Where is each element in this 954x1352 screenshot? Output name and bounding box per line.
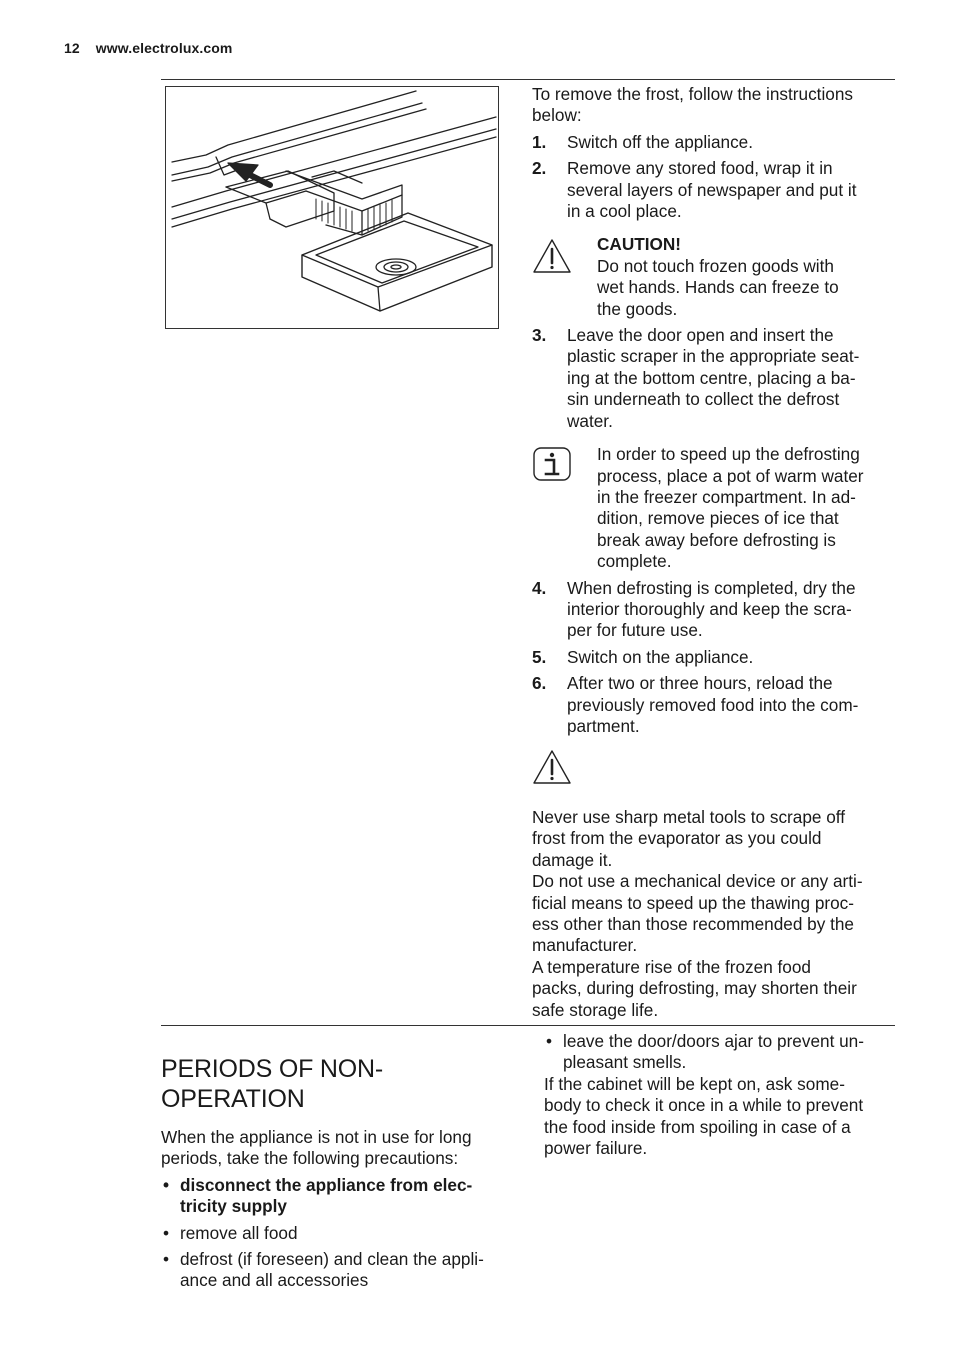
step-number: 2. [532, 158, 547, 179]
information-icon [532, 446, 572, 487]
page-header [64, 38, 232, 59]
non-operation-intro: When the appliance is not in use for long periods, take the following precautions: [161, 1127, 472, 1169]
non-operation-continued [544, 1031, 894, 1159]
defrost-intro: To remove the frost, follow the instructions below: [532, 84, 853, 126]
top-rule [161, 79, 895, 80]
website-url: www.electrolux.com [95, 40, 233, 56]
warning-triangle-icon [532, 749, 572, 790]
step-number: 6. [532, 673, 547, 694]
bullet-dot: • [163, 1222, 170, 1243]
scraper-illustration [165, 86, 499, 329]
step-6: 6. After two or three hours, reload the previously removed food into the com- partment. [532, 673, 859, 736]
defrost-instructions [532, 84, 888, 737]
closing-paragraph: If the cabinet will be kept on, ask some- body to check it once in a while to prevent the food inside from spoiling in case of a power failure. [544, 1073, 864, 1159]
list-item: • disconnect the appliance from elec- tricity supply [163, 1174, 473, 1217]
step-5: 5. Switch on the appliance. [532, 646, 754, 667]
step-number: 4. [532, 577, 547, 598]
section-title: PERIODS OF NON-OPERATION [161, 1055, 384, 1113]
step-4: 4. When defrosting is completed, dry the interior thoroughly and keep the scra- per for future use. [532, 577, 856, 641]
scraper-in-drip-tray-illustration [166, 87, 499, 329]
warning-triangle-icon [532, 238, 572, 279]
bullet-dot: • [163, 1174, 170, 1195]
caution-title: CAUTION! [597, 234, 682, 255]
section-rule [161, 1025, 895, 1026]
step-1: 1. Switch off the appliance. [532, 131, 753, 152]
bullet-dot: • [163, 1249, 170, 1270]
non-operation-section [161, 1054, 506, 1292]
warning-text: Never use sharp metal tools to scrape off frost from the evaporator as you could damage it. Do not use a mechanical device or any arti- ficial means to speed up the thawing proc- ess other than those recommended by the manufacturer. A temperature rise of the frozen food packs, during defrosting, may shorten their safe storage life. [532, 807, 863, 1020]
list-item: • defrost (if foreseen) and clean the appli- ance and all accessories [163, 1249, 484, 1291]
step-number: 1. [532, 131, 547, 152]
step-3: 3. Leave the door open and insert the plastic scraper in the appropriate seat- ing at the bottom centre, placing a ba- sin underneath to collect the defrost water. [532, 325, 860, 431]
page-number: 12 [64, 40, 80, 56]
list-item: • leave the door/doors ajar to prevent un- pleasant smells. [546, 1031, 864, 1073]
step-number: 3. [532, 325, 547, 346]
bullet-dot: • [546, 1031, 553, 1051]
info-notice: In order to speed up the defrosting process, place a pot of warm water in the freezer compartment. In ad- dition, remove pieces of ice that break away before defrosting is complete. [532, 444, 888, 572]
caution-notice: CAUTION! Do not touch frozen goods with wet hands. Hands can freeze to the goods. [532, 234, 888, 320]
list-item: • remove all food [163, 1222, 298, 1243]
step-number: 5. [532, 646, 547, 667]
step-2: 2. Remove any stored food, wrap it in several layers of newspaper and put it in a cool place. [532, 158, 857, 222]
